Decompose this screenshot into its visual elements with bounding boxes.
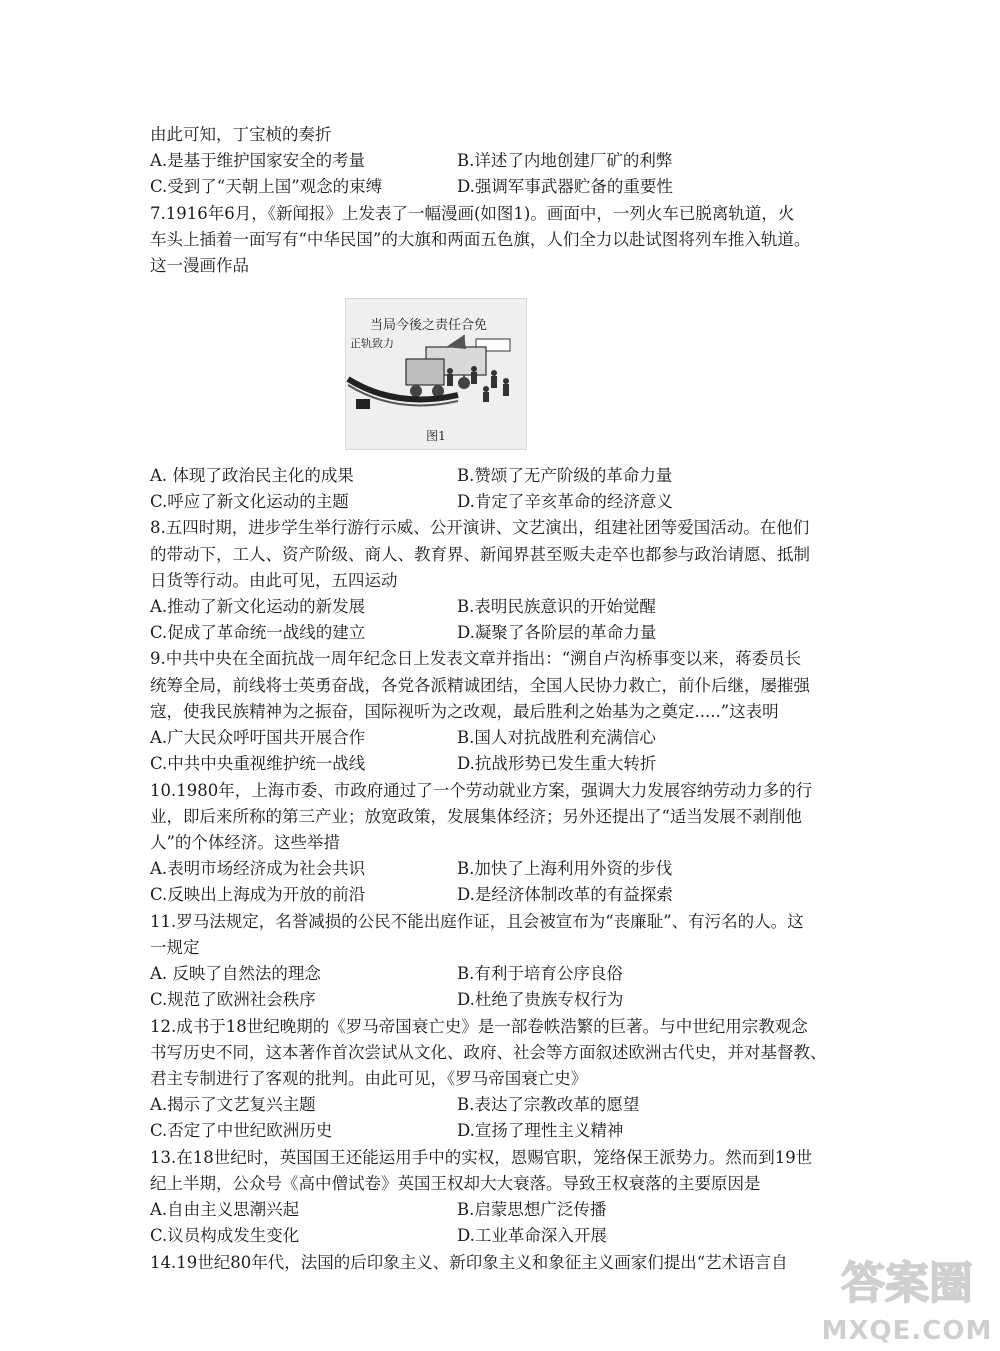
q10-option-c[interactable]: C.反映出上海成为开放的前沿 [150, 885, 366, 904]
q12-stem-line-2: 书写历史不同，这本著作首次尝试从文化、政府、社会等方面叙述欧洲古代史，并对基督教、 [150, 1043, 827, 1062]
q7-option-b[interactable]: B.赞颂了无产阶级的革命力量 [457, 466, 673, 485]
q7-option-a[interactable]: A. 体现了政治民主化的成果 [150, 466, 354, 485]
q11-option-a[interactable]: A. 反映了自然法的理念 [150, 964, 321, 983]
q13-option-d[interactable]: D.工业革命深入开展 [457, 1226, 607, 1245]
q13-stem-line-2: 纪上半期，公众号《高中僧试卷》英国王权却大大衰落。导致王权衰落的主要原因是 [150, 1174, 761, 1193]
q10-stem-line-2: 业，即后来所称的第三产业；放宽政策，发展集体经济；另外还提出了“适当发展不剥削他 [150, 807, 802, 826]
q11-options-row-2 [150, 989, 850, 1011]
q11-option-b[interactable]: B.有利于培育公序良俗 [457, 964, 623, 983]
q7-stem-line-1: 7.1916年6月，《新闻报》上发表了一幅漫画(如图1)。画面中，一列火车已脱离轨道，火 [150, 204, 795, 223]
q8-option-d[interactable]: D.凝聚了各阶层的革命力量 [457, 623, 657, 642]
q8-option-b[interactable]: B.表明民族意识的开始觉醒 [457, 597, 656, 616]
q9-stem-line-1: 9.中共中央在全面抗战一周年纪念日上发表文章并指出：“溯自卢沟桥事变以来，蒋委员长 [150, 649, 802, 668]
q7-option-d[interactable]: D.肯定了辛亥革命的经济意义 [457, 492, 673, 511]
q9-option-d[interactable]: D.抗战形势已发生重大转折 [457, 754, 657, 773]
watermark-logo-icon [818, 1250, 996, 1316]
q7-options-row-2 [150, 491, 850, 513]
q9-options-row-2 [150, 753, 850, 775]
q10-options-row-1 [150, 858, 850, 880]
q11-stem-line-1: 11.罗马法规定，名誉减损的公民不能出庭作证，且会被宣布为“丧廉耻”、有污名的人。这 [150, 912, 804, 931]
q12-option-b[interactable]: B.表达了宗教改革的愿望 [457, 1095, 640, 1114]
q7-options-row-1 [150, 465, 850, 487]
q6-option-b[interactable]: B.详述了内地创建厂矿的利弊 [457, 151, 673, 170]
q13-option-a[interactable]: A.自由主义思潮兴起 [150, 1200, 300, 1219]
watermark-site: MXQE.COM [821, 1316, 993, 1346]
q9-options-row-1 [150, 727, 850, 749]
q6-options-row-2 [150, 176, 850, 198]
figure-caption: 图1 [426, 429, 446, 443]
q9-stem-line-3: 寇，使我民族精神为之振奋，国际视听为之改观，最后胜利之始基为之奠定.....”这表明 [150, 702, 779, 721]
q9-option-a[interactable]: A.广大民众呼吁国共开展合作 [150, 728, 366, 747]
q9-option-c[interactable]: C.中共中央重视维护统一战线 [150, 754, 366, 773]
q8-option-a[interactable]: A.推动了新文化运动的新发展 [150, 597, 366, 616]
q12-option-d[interactable]: D.宣扬了理性主义精神 [457, 1121, 624, 1140]
q8-stem-line-2: 的带动下，工人、资产阶级、商人、教育界、新闻界甚至贩夫走卒也都参与政治请愿、抵制 [150, 545, 810, 564]
q6-option-a[interactable]: A.是基于维护国家安全的考量 [150, 151, 366, 170]
q11-stem-line-2: 一规定 [150, 938, 200, 957]
q6-option-d[interactable]: D.强调军事武器贮备的重要性 [457, 177, 673, 196]
q10-option-a[interactable]: A.表明市场经济成为社会共识 [150, 859, 366, 878]
figure-cartoon [345, 298, 527, 450]
watermark-logo [818, 1250, 998, 1350]
q13-options-row-1 [150, 1199, 850, 1221]
q7-stem-line-2: 车头上插着一面写有“中华民国”的大旗和两面五色旗，人们全力以赴试图将列车推入轨道。 [150, 230, 811, 249]
q13-options-row-2 [150, 1225, 850, 1247]
q8-options-row-2 [150, 622, 850, 644]
q13-stem-line-1: 13.在18世纪时，英国国王还能运用手中的实权，恩赐官职，笼络保王派势力。然而到19世 [150, 1148, 813, 1167]
q10-stem-line-3: 人”的个体经济。这些举措 [150, 833, 340, 852]
q11-options-row-1 [150, 963, 850, 985]
q7-option-c[interactable]: C.呼应了新文化运动的主题 [150, 492, 349, 511]
q6-options-row-1 [150, 150, 850, 172]
q10-option-d[interactable]: D.是经济体制改革的有益探索 [457, 885, 673, 904]
q11-option-d[interactable]: D.杜绝了贵族专权行为 [457, 990, 624, 1009]
q12-option-c[interactable]: C.否定了中世纪欧洲历史 [150, 1121, 333, 1140]
q9-option-b[interactable]: B.国人对抗战胜利充满信心 [457, 728, 656, 747]
q7-stem-line-3: 这一漫画作品 [150, 256, 249, 275]
q6-stem-end: 由此可知，丁宝桢的奏折 [150, 125, 332, 144]
q12-stem-line-1: 12.成书于18世纪晚期的《罗马帝国衰亡史》是一部卷帙浩繁的巨著。与中世纪用宗教观念 [150, 1017, 808, 1036]
q12-stem-line-3: 君主专制进行了客观的批判。由此可见，《罗马帝国衰亡史》 [150, 1069, 588, 1088]
q9-stem-line-2: 统筹全局，前线将士英勇奋战，各党各派精诚团结，全国人民协力救亡，前仆后继，屡摧强 [150, 676, 810, 695]
q10-stem-line-1: 10.1980年，上海市委、市政府通过了一个劳动就业方案，强调大力发展容纳劳动力多的行 [150, 781, 813, 800]
cartoon-side-text: 正轨致力 [350, 337, 394, 350]
cartoon-title-text: 当局今後之责任合免 [370, 318, 488, 333]
q8-options-row-1 [150, 596, 850, 618]
q13-option-c[interactable]: C.议员构成发生变化 [150, 1226, 300, 1245]
watermark-logo-text: 答案圈 [841, 1258, 973, 1309]
q11-option-c[interactable]: C.规范了欧洲社会秩序 [150, 990, 316, 1009]
q6-option-c[interactable]: C.受到了“天朝上国”观念的束缚 [150, 177, 383, 196]
q8-option-c[interactable]: C.促成了革命统一战线的建立 [150, 623, 366, 642]
q10-option-b[interactable]: B.加快了上海利用外资的步伐 [457, 859, 673, 878]
q14-stem-line-1: 14.19世纪80年代，法国的后印象主义、新印象主义和象征主义画家们提出“艺术语言自 [150, 1253, 788, 1272]
q12-options-row-1 [150, 1094, 850, 1116]
q10-options-row-2 [150, 884, 850, 906]
q8-stem-line-3: 日货等行动。由此可见，五四运动 [150, 571, 398, 590]
q12-option-a[interactable]: A.揭示了文艺复兴主题 [150, 1095, 316, 1114]
q8-stem-line-1: 8.五四时期，进步学生举行游行示威、公开演讲、文艺演出，组建社团等爱国活动。在他们 [150, 518, 810, 537]
q13-option-b[interactable]: B.启蒙思想广泛传播 [457, 1200, 607, 1219]
q12-options-row-2 [150, 1120, 850, 1142]
